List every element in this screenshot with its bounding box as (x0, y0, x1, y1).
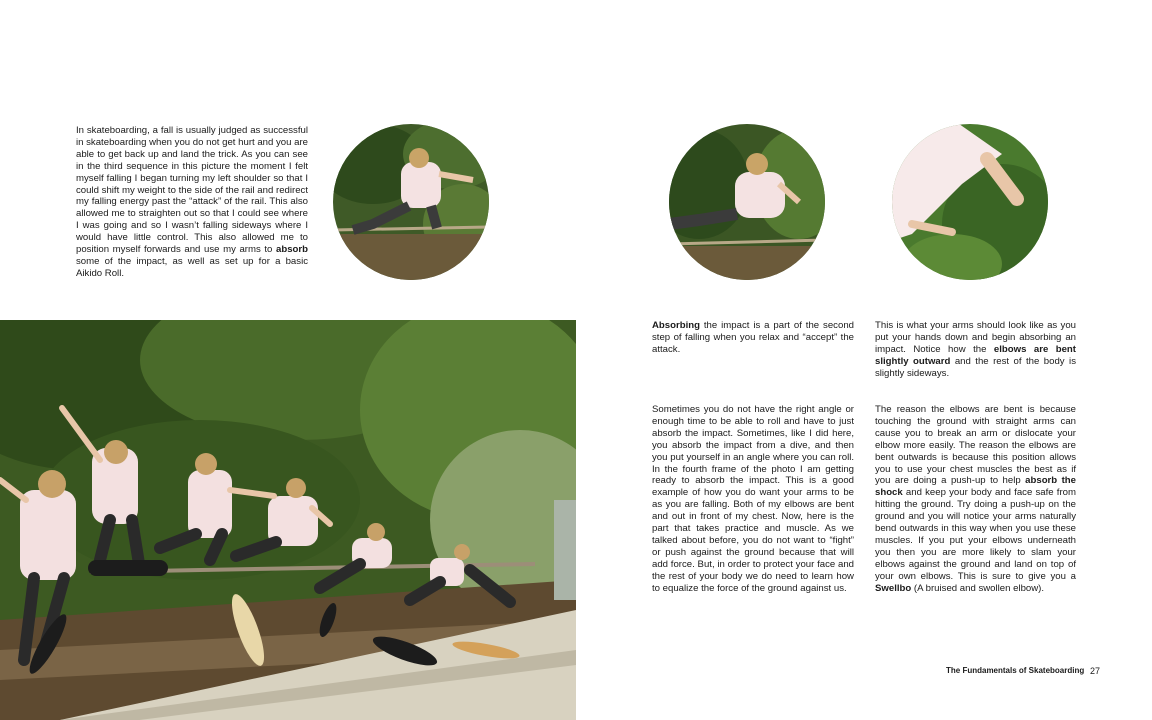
circle-photo-2 (669, 124, 825, 280)
intro-bold-absorb: absorb (276, 244, 308, 256)
arms-text-2: and the rest of the body is slightly sideways. (875, 355, 1076, 379)
sequence-photo (0, 320, 576, 720)
running-footer-title: The Fundamentals of Skateboarding (946, 666, 1085, 675)
arms-bold: elbows are bent slightly outward (875, 343, 1076, 367)
reason-text-3: (A bruised and swollen elbow). (911, 582, 1045, 594)
arms-text-1: This is what your arms should look like as you put your hands down and begin absorbing an impact. Notice how the (875, 320, 1076, 355)
page-number: 27 (1090, 666, 1101, 676)
absorbing-bold: Absorbing (652, 320, 700, 331)
arms-paragraph (875, 320, 1076, 380)
sometimes-text: Sometimes you do not have the right angle or enough time to be able to roll and have to just absorb the impact. Sometimes, like I did here, you absorb the impact from a dive, and then you put yourself in an angle where you can roll. In the fourth frame of the photo I am getting ready to absorb the impact. This is a good example of how you do want your arms to be as you are falling. Both of my elbows are bent and out in front of my chest. Now, here is the part that takes practice and muscle. As we talked about before, you do not want to “fight” or push against the ground because that will add force. But, in order to protect your face and the rest of your body we do need to learn how to equalize the force of the ground against us. (652, 404, 854, 594)
intro-paragraph (76, 125, 308, 280)
sometimes-paragraph (652, 404, 854, 595)
absorbing-text: the impact is a part of the second step of falling when you relax and “accept” the attack. (652, 320, 854, 355)
circle-photo-1 (333, 124, 489, 280)
intro-text-2: some of the impact, as well as set up for a basic Aikido Roll. (76, 255, 308, 279)
circle-photo-3 (892, 124, 1048, 280)
reason-text-1: The reason the elbows are bent is because touching the ground with straight arms can cause you to break an arm or dislocate your elbow more easily. The reason the elbows are bent outwards is because this position allows you to use your chest muscles the best as if you are doing a push-up to help (875, 404, 1076, 487)
absorbing-paragraph (652, 320, 854, 356)
reason-paragraph (875, 404, 1076, 595)
reason-bold-1: absorb the shock (875, 475, 1076, 499)
intro-text-1: In skateboarding, a fall is usually judged as successful in skateboarding when you do not get hurt and you are able to get back up and land the trick. As you can see in the third sequence in this picture the moment I felt myself falling I began turning my left shoulder so that I could shift my weight to the side of the rail and redirect my falling energy past the “attack” of the rail. This also allowed me to straighten out so that I could see where I was going and so I wasn’t falling sideways where I would have little control. This also allowed me to position myself forwards and use my arms to (76, 125, 309, 256)
reason-bold-2: Swellbo (875, 582, 912, 594)
reason-text-2: and keep your body and face safe from hitting the ground. Try doing a push-up on the ground and you will notice your arms naturally bend outwards in this way when you use these muscles. If you put your elbows underneath you then you are more likely to slam your elbows against the ground and land on top of your own elbows. This is sure to give you a (875, 487, 1076, 582)
